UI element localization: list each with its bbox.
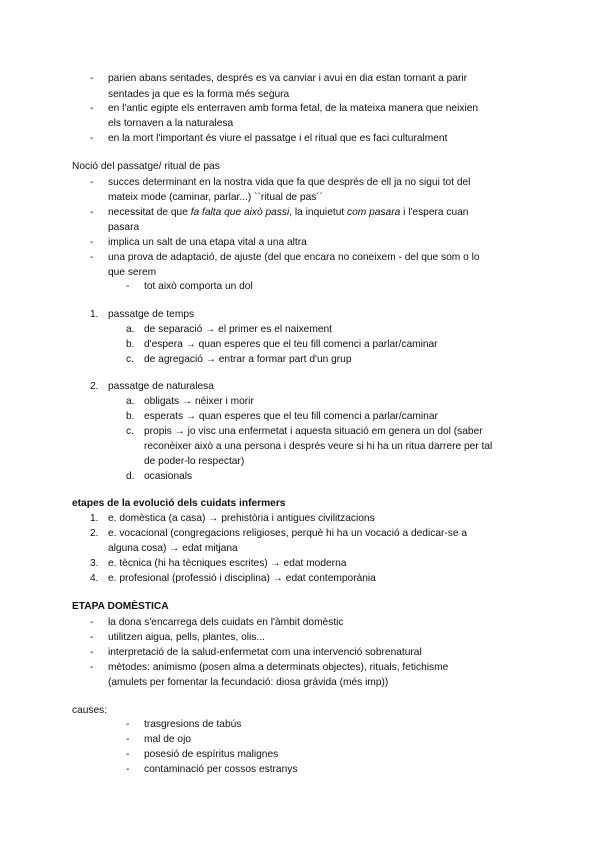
naturalesa-item-line-1: propis → jo visc una enfermetat i aquesta situació em genera un dol (saber [144, 426, 483, 437]
list-number: 1. [90, 513, 99, 524]
domestica-item: interpretació de la salud-enfermetat com una intervenció sobrenatural [108, 647, 422, 658]
causes-heading: causes: [72, 705, 108, 716]
intro-item-1-line-1: parien abans sentades, després es va canviar i avui en dia estan tornant a parir [108, 73, 468, 84]
list-letter: a. [126, 396, 135, 407]
list-letter: b. [126, 411, 135, 422]
domestica-heading: ETAPA DOMÈSTICA [72, 601, 169, 612]
bullet-dash: - [126, 719, 130, 730]
bullet-dash: - [126, 749, 130, 760]
passatge-item-1-line-2: mateix mode (caminar, parlar...) ``ritual de pas´´ [108, 192, 324, 203]
list-number: 4. [90, 573, 99, 584]
passatge-item-2-line-1: necessitat de que fa falta que això passi, la inquietut com pasara i l'espera cuan [108, 207, 469, 218]
causes-item: mal de ojo [144, 734, 192, 745]
temps-item: d'espera → quan esperes que el teu fill comenci a parlar/caminar [144, 339, 438, 350]
passatge-item-3: implica un salt de una etapa vital a una altra [108, 237, 307, 248]
etapes-item: e. tècnica (hi ha tècniques escrites) → edat moderna [108, 558, 347, 569]
etapes-item-line-2: alguna cosa) → edat mitjana [108, 543, 238, 554]
etapes-item-line-1: e. vocacional (congregacions religioses, perquè hi ha un vocació a dedicar-se a [108, 528, 468, 539]
list-letter: b. [126, 339, 135, 350]
bullet-dash: - [90, 662, 94, 673]
causes-item: posesió de espíritus malignes [144, 749, 279, 760]
etapes-item: e. domèstica (a casa) → prehistòria i antigues civilitzacions [108, 513, 375, 524]
intro-item-1-line-2: sentades ja que es la forma més segura [108, 89, 290, 100]
etapes-item: e. profesional (professió i disciplina) → edat contemporània [108, 573, 376, 584]
passatge-heading: Noció del passatge/ ritual de pas [72, 161, 220, 172]
list-letter: d. [126, 471, 135, 482]
intro-item-2-line-2: els tornaven a la naturalesa [108, 118, 234, 129]
bullet-dash: - [90, 103, 94, 114]
naturalesa-item-line-2: reconèixer això a una persona i després veure si hi ha un ritua darrere per tal [144, 441, 493, 452]
passatge-subitem: tot això comporta un dol [144, 281, 253, 292]
bullet-dash: - [90, 252, 94, 263]
bullet-dash: - [90, 73, 94, 84]
domestica-item-line-1: mètodes: animismo (posen alma a determinats objectes), rituals, fetichisme [108, 662, 449, 673]
list-number: 2. [90, 381, 99, 392]
bullet-dash: - [126, 734, 130, 745]
intro-item-2-line-1: en l'antic egipte els enterraven amb forma fetal, de la mateixa manera que neixien [108, 103, 479, 114]
list-number: 2. [90, 528, 99, 539]
list-number: 3. [90, 558, 99, 569]
bullet-dash: - [90, 207, 94, 218]
intro-item-3: en la mort l'important és viure el passatge i el ritual que es faci culturalment [108, 133, 448, 144]
bullet-dash: - [90, 647, 94, 658]
naturalesa-item: ocasionals [144, 471, 193, 482]
passatge-item-2-line-2: pasara [108, 222, 140, 233]
passatge-item-4-line-2: que serem [108, 267, 157, 278]
bullet-dash: - [90, 133, 94, 144]
bullet-dash: - [90, 617, 94, 628]
temps-item: de separació → el primer es el naixement [144, 324, 332, 335]
list-number: 1. [90, 309, 99, 320]
bullet-dash: - [90, 237, 94, 248]
bullet-dash: - [90, 632, 94, 643]
causes-item: trasgresions de tabús [144, 719, 242, 730]
temps-item: de agregació → entrar a formar part d'un grup [144, 354, 352, 365]
domestica-item-line-2: (amulets per fomentar la fecundació: diosa grávida (més imp)) [108, 677, 389, 688]
causes-item: contaminació per cossos estranys [144, 764, 298, 775]
domestica-item: utilitzen aigua, pells, plantes, olis... [108, 632, 265, 643]
bullet-dash: - [90, 177, 94, 188]
list-letter: c. [126, 354, 134, 365]
naturalesa-item-line-3: de poder-lo respectar) [144, 456, 245, 467]
temps-heading: passatge de temps [108, 309, 195, 320]
list-letter: a. [126, 324, 135, 335]
list-letter: c. [126, 426, 134, 437]
bullet-dash: - [126, 281, 130, 292]
naturalesa-item: esperats → quan esperes que el teu fill comenci a parlar/caminar [144, 411, 438, 422]
naturalesa-heading: passatge de naturalesa [108, 381, 214, 392]
passatge-item-1-line-1: succes determinant en la nostra vida que fa que després de ell ja no sigui tot del [108, 177, 471, 188]
domestica-item: la dona s'encarrega dels cuidats en l'àmbit domèstic [108, 617, 344, 628]
etapes-heading: etapes de la evolució dels cuidats infermers [72, 498, 286, 509]
passatge-item-4-line-1: una prova de adaptació, de ajuste (del que encara no coneixem - del que som o lo [108, 252, 480, 263]
bullet-dash: - [126, 764, 130, 775]
naturalesa-item: obligats → néixer i morir [144, 396, 254, 407]
